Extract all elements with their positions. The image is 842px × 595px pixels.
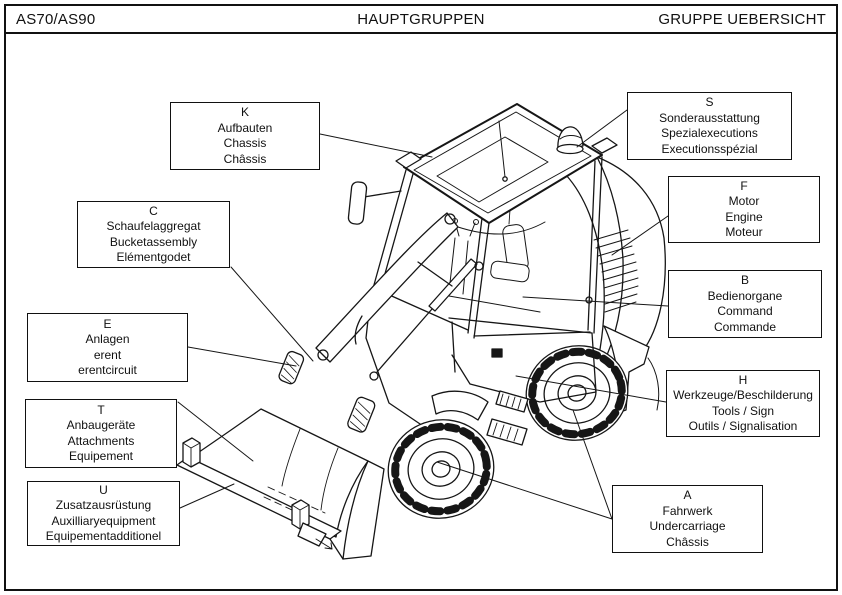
callout-box-u [27,481,180,546]
callout-line: Bucketassembly [109,234,198,249]
callout-code: S [705,95,714,109]
callout-line: erent [93,347,122,362]
callout-line: Châssis [223,151,267,166]
callout-code: H [738,372,748,387]
callout-box-c [77,201,230,268]
callout-box-h [666,370,820,437]
callout-line: Outils / Signalisation [688,419,798,433]
callout-line: Fahrwerk [662,503,713,518]
callout-line: Motor [728,194,760,208]
callout-line: Zusatzausrüstung [55,498,152,512]
work-lamp-left [278,350,305,385]
cab [348,104,617,338]
callout-line: Schaufelaggregat [106,219,201,233]
callout-box-k [170,102,320,170]
callout-box-e [27,313,188,382]
callout-line: Moteur [725,225,763,239]
callout-line: Tools / Sign [711,403,775,418]
callout-line: Chassis [223,136,267,150]
callout-code: E [103,316,112,331]
front-wheel [378,409,505,530]
steps [487,391,528,445]
cab-interior [449,219,540,313]
callout-line: Equipementadditionel [45,529,162,543]
callout-line: erentcircuit [78,363,137,377]
page-title: HAUPTGRUPPEN [357,10,485,28]
leader-k [320,134,432,157]
page-header [6,6,836,34]
callout-line: Equipement [68,449,134,463]
callout-line: Attachments [67,433,135,448]
callout-line: Anbaugeräte [66,418,136,432]
callout-line: Undercarriage [649,519,726,533]
callout-box-a [612,485,763,553]
page-subtitle: GRUPPE UEBERSICHT [658,10,826,28]
bucket [177,409,384,559]
callout-line: Command [717,304,773,318]
callout-box-f [668,176,820,243]
callout-code: A [683,488,692,502]
callout-line: Bedienorgane [707,288,783,303]
leader-e [188,347,296,366]
callout-code: T [97,402,105,417]
callout-box-s [627,92,792,160]
callout-line: Sonderausstattung [659,110,760,125]
callout-box-b [668,270,822,338]
callout-code: F [740,178,748,193]
callout-line: Anlagen [85,332,130,346]
callout-line: Spezialexecutions [661,126,758,140]
callout-code: K [240,105,249,119]
leader-c [231,267,313,361]
callout-line: Werkzeuge/Beschilderung [673,388,813,402]
callout-code: B [740,273,749,287]
callout-line: Executionsspézial [661,141,758,156]
callout-box-t [25,399,177,468]
model-code: AS70/AS90 [16,10,96,28]
leader-u [180,484,234,508]
callout-line: Aufbauten [217,120,273,135]
far-rear-wheel [648,358,659,410]
callout-code: C [149,203,158,218]
callout-line: Auxilliaryequipment [51,513,156,528]
callout-line: Elémentgodet [116,250,191,264]
callout-line: Châssis [666,534,709,549]
callout-line: Engine [725,209,763,224]
callout-code: U [99,482,108,497]
callout-line: Commande [713,319,777,334]
work-lamp-right [346,396,376,434]
